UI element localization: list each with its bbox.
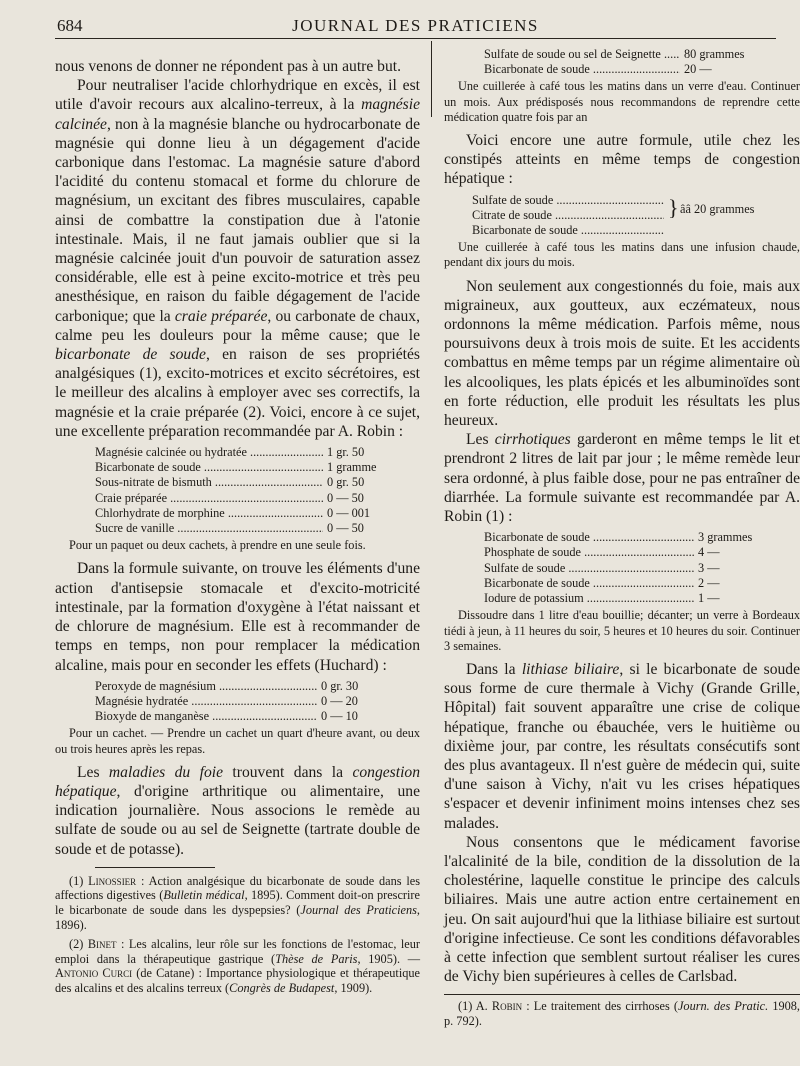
prescription-line: Sulfate de soude .....: [472, 193, 664, 208]
text-columns: [55, 39, 800, 1049]
prescription-line: Bioxyde de manganèse ..... 0 — 10: [95, 709, 377, 724]
paragraph: Dans la lithiase biliaire, si le bicarbonate de soude sous forme de cure thermale à Vichy (Grande Grille, Hôpital) fait souvent apparaître une crise de colique hépatique, franche ou ébauchée, vers le huitième ou dixième jour, par contre, les résultats consécutifs sont des plus avantageux. Il n'est guère de médecin qui, suite d'une saison à Vichy, n'ait vu les crises hépatiques s'espacer et devenir infiniment moins intenses chez ses malades.: [444, 660, 800, 832]
prescription-sulfate: [484, 47, 754, 77]
page-header: [55, 10, 776, 39]
prescription-note: Une cuillerée à café tous les matins dans une infusion chaude, pendant dix jours du mois.: [444, 240, 800, 270]
prescription-line: Chlorhydrate de morphine ..... 0 — 001: [95, 506, 381, 521]
prescription-line: Sulfate de soude ou sel de Seignette ..... 80 grammes: [484, 47, 754, 62]
brace-symbol: }: [668, 194, 679, 220]
prescription-dose: ââ 20 grammes: [680, 201, 755, 216]
journal-title: JOURNAL DES PRATICIENS: [292, 16, 539, 35]
footnote: (2) Binet : Les alcalins, leur rôle sur les fonctions de l'estomac, leur emploi dans la thérapeutique gastrique (Thèse de Paris, 1905). — Antonio Curci (de Catane) : Importance physiologique et thérapeutique des alcalins et des alcalins terreux (Congrès de Budapest, 1909).: [55, 937, 421, 995]
prescription-robin: [95, 445, 381, 536]
footnote-rule: [95, 867, 215, 868]
paragraph: Dans la formule suivante, on trouve les éléments d'une action d'antisepsie stomacale et d'excito-motricité intestinale, par la formation d'oxygène à l'état naissant et de chlorure de magnésium. Elle est à recommander de temps en temps, non pour remplacer la médication alcaline, mais pour en seconder les effets (Huchard) :: [55, 560, 420, 674]
footnote: (1) Linossier : Action analgésique du bicarbonate de soude dans les affections digestives (Bulletin médical, 1895). Comment doit-on prescrire le bicarbonate de soude dans les dyspepsies? (Journal des Praticiens, 1896).: [55, 873, 420, 932]
paragraph: Nous consentons que le médicament favorise l'alcalinité de la bile, condition de la dissolution de la cholestérine, laquelle constitue le principe des calculs biliaires. Mais une autre action entre certainement en jeu. On sait aujourd'hui que la lithiase biliaire est surtout d'origine infectieuse. Ce sont les conditions défavorables à cette infection que semblent surtout réaliser les cures de Vichy bien supérieures à celles de Carlsbad.: [444, 833, 800, 986]
paragraph: Voici encore une autre formule, utile chez les constipés atteints en même temps de congestion hépatique :: [444, 132, 800, 188]
prescription-line: Bicarbonate de soude ..... 3 grammes: [484, 530, 764, 545]
prescription-note: Pour un paquet ou deux cachets, à prendre en une seule fois.: [69, 538, 366, 553]
paragraph: Pour neutraliser l'acide chlorhydrique en excès, il est utile d'avoir recours aux alcalino-terreux, à la magnésie calcinée, non à la magnésie blanche ou hydrocarbonate de magnésie qui donne lieu à un dégagement d'acide carbonique dans l'estomac. La magnésie sature d'abord l'acidité du contenu stomacal et forme du chlorure de magnésium, un excitant des fibres musculaires, capable ainsi de combattre la constipation due à l'atonie intestinale. Mais, il ne faut jamais oublier que si la magnésie calcinée jouit d'un pouvoir de saturation assez considérable, elle est à peine excito-motrice et très peu anesthésique, en raison du faible dégagement de l'acide carbonique; que la craie préparée, ou carbonate de chaux, calme peu les douleurs pour la même cause; que le bicarbonate de soude, en raison de ses propriétés analgésiques (1), excito-motrices et excito sécrétoires, est le meilleur des alcalins à employer avec ses correctifs, la magnésie et la craie préparée (2). Voici, encore à ce sujet, une excellente préparation recommandée par A. Robin :: [55, 77, 420, 440]
prescription-line: Craie préparée ..... 0 — 50: [95, 491, 381, 506]
paragraph: Non seulement aux congestionnés du foie, mais aux migraineux, aux goutteux, aux eczémateux, nous ordonnons la même médication. Parfois même, nous poursuivons deux à trois mois de suite. Et les accidents combattus en même temps par un régime alimentaire où les alcooliques, les plats épicés et les albuminoïdes sont en forte réduction, elle produit les résultats les plus heureux.: [444, 277, 800, 430]
prescription-constipes: [472, 193, 772, 239]
prescription-note: Dissoudre dans 1 litre d'eau bouillie; décanter; un verre à Bordeaux tiédi à jeun, à 11 heures du soir, 5 heures et 10 heures du soir. Continuer 3 semaines.: [444, 608, 800, 653]
prescription-line: Citrate de soude .....: [472, 208, 664, 223]
prescription-line: Peroxyde de magnésium ..... 0 gr. 30: [95, 679, 377, 694]
prescription-line: Phosphate de soude ..... 4 —: [484, 545, 764, 560]
prescription-cirrhotiques: [484, 530, 764, 606]
prescription-line: Sous-nitrate de bismuth ..... 0 gr. 50: [95, 475, 381, 490]
prescription-line: Sucre de vanille ..... 0 — 50: [95, 521, 381, 536]
footnote-rule: [444, 994, 800, 995]
prescription-huchard: [95, 679, 377, 725]
prescription-line: Magnésie calcinée ou hydratée ..... 1 gr. 50: [95, 445, 381, 460]
prescription-note: Pour un cachet. — Prendre un cachet un quart d'heure avant, ou deux ou trois heures après les repas.: [55, 726, 420, 756]
prescription-line: Bicarbonate de soude ..... 2 —: [484, 576, 764, 591]
prescription-line: Sulfate de soude ..... 3 —: [484, 561, 764, 576]
footnote: (1) A. Robin : Le traitement des cirrhoses (Journ. des Pratic. 1908, p. 792).: [444, 999, 800, 1028]
prescription-line: Magnésie hydratée ..... 0 — 20: [95, 694, 377, 709]
paragraph: Les cirrhotiques garderont en même temps le lit et prendront 2 litres de lait par jour ; le même remède leur sera ordonné, à plus faible dose, pour ne pas entraîner de diarrhée. La formule suivante est recommandée par A. Robin (1) :: [444, 431, 800, 526]
prescription-line: Iodure de potassium ..... 1 —: [484, 591, 764, 606]
prescription-line: Bicarbonate de soude ..... 20 —: [484, 62, 754, 77]
page-number: 684: [57, 16, 83, 35]
prescription-line: Bicarbonate de soude .....: [472, 223, 664, 238]
prescription-line: Bicarbonate de soude ..... 1 gramme: [95, 460, 381, 475]
paragraph: nous venons de donner ne répondent pas à un autre but.: [55, 58, 402, 75]
column-divider: [431, 41, 432, 117]
paragraph: Les maladies du foie trouvent dans la congestion hépatique, d'origine arthritique ou alimentaire, une indication journalière. Nous associons le remède au sulfate de soude ou au sel de Seignette (tartrate double de soude et de potasse).: [55, 763, 420, 858]
prescription-note: Une cuillerée à café tous les matins dans un verre d'eau. Continuer un mois. Aux prédisposés nous recommandons de reprendre cette médication quatre fois par an: [444, 79, 800, 124]
right-column: [444, 47, 800, 1034]
left-column: [55, 57, 420, 1000]
